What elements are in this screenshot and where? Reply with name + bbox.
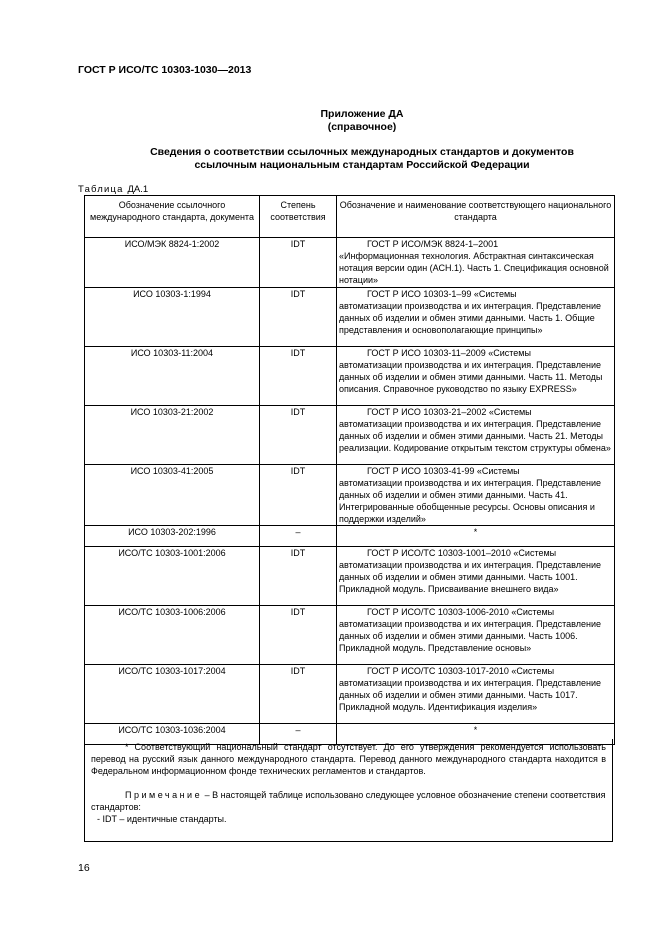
degree-cell: IDT	[260, 406, 337, 465]
table-row	[85, 665, 615, 724]
reference-cell: ИСО/ТС 10303-1006:2006	[85, 606, 260, 665]
reference-cell: ИСО 10303-41:2005	[85, 465, 260, 526]
table-row	[85, 547, 615, 606]
table-row	[85, 606, 615, 665]
table-label-word: Таблица	[78, 184, 124, 195]
footnote-marker: *	[337, 724, 615, 745]
national-standard-cell	[337, 465, 615, 526]
section-title	[120, 146, 604, 172]
national-standard-name: автоматизации производства и их интеграция. Представление данных об изделии и обмен этими данными. Часть 1001. Прикладной модуль. Присваивание внешнего вида»	[339, 560, 602, 594]
national-standard-designation: ГОСТ Р ИСО/ТС 10303-1017-2010 «Системы	[367, 666, 555, 676]
reference-cell: ИСО/МЭК 8824-1:2002	[85, 238, 260, 288]
national-standard-cell	[337, 547, 615, 606]
national-standard-designation: ГОСТ Р ИСО 10303-11–2009 «Системы	[367, 348, 531, 358]
table-row	[85, 465, 615, 526]
table-header-row	[85, 196, 615, 238]
note-item: - IDT – идентичные стандарты.	[97, 814, 227, 824]
degree-cell: IDT	[260, 238, 337, 288]
correspondence-table	[84, 195, 615, 745]
note-label: Примечание	[125, 790, 203, 800]
national-standard-cell	[337, 238, 615, 288]
reference-cell: ИСО/ТС 10303-1017:2004	[85, 665, 260, 724]
reference-cell: ИСО 10303-202:1996	[85, 526, 260, 547]
degree-cell: IDT	[260, 288, 337, 347]
degree-cell: IDT	[260, 547, 337, 606]
reference-cell: ИСО 10303-21:2002	[85, 406, 260, 465]
national-standard-designation: ГОСТ Р ИСО 10303-41-99 «Системы	[367, 466, 520, 476]
reference-cell: ИСО 10303-1:1994	[85, 288, 260, 347]
table-label-number: ДА.1	[127, 184, 149, 195]
degree-cell: IDT	[260, 606, 337, 665]
degree-cell: IDT	[260, 665, 337, 724]
annex-name: Приложение ДА	[320, 108, 404, 120]
footnote-marker: *	[337, 526, 615, 547]
national-standard-name: автоматизации производства и их интеграция. Представление данных об изделии и обмен этими данными. Часть 1. Общие представления и основополагающие принципы»	[339, 301, 602, 335]
table-row	[85, 526, 615, 547]
note-text: – В настоящей таблице использовано следующее условное обозначение степени соответствия стандартов:	[91, 790, 606, 812]
section-title-line-2: ссылочным национальным стандартам Российской Федерации	[194, 159, 530, 171]
annex-title	[280, 108, 444, 134]
table-row	[85, 288, 615, 347]
national-standard-name: «Информационная технология. Абстрактная синтаксическая нотация версии один (АСН.1). Часть 1. Спецификация основной нотации»	[339, 251, 609, 285]
column-header-degree: Степень соответствия	[260, 196, 337, 238]
table-row	[85, 347, 615, 406]
national-standard-designation: ГОСТ Р ИСО 10303-21–2002 «Системы	[367, 407, 532, 417]
page-number: 16	[78, 862, 90, 874]
national-standard-name: автоматизации производства и их интеграция. Представление данных об изделии и обмен этими данными. Часть 21. Методы реализации. Кодирование открытым текстом структуры обмена»	[339, 419, 611, 453]
national-standard-designation: ГОСТ Р ИСО/ТС 10303-1001–2010 «Системы	[367, 548, 557, 558]
degree-cell: –	[260, 724, 337, 745]
national-standard-cell	[337, 288, 615, 347]
national-standard-name: автоматизации производства и их интеграция. Представление данных об изделии и обмен этими данными. Часть 1006. Прикладной модуль. Представление основы»	[339, 619, 602, 653]
national-standard-cell	[337, 347, 615, 406]
table-note	[91, 789, 606, 813]
column-header-national: Обозначение и наименование соответствующего национального стандарта	[337, 196, 615, 238]
national-standard-designation: ГОСТ Р ИСО/ТС 10303-1006-2010 «Системы	[367, 607, 555, 617]
national-standard-designation: ГОСТ Р ИСО/МЭК 8824-1–2001	[367, 239, 499, 249]
annex-type: (справочное)	[327, 121, 397, 133]
national-standard-cell	[337, 665, 615, 724]
degree-cell: IDT	[260, 465, 337, 526]
document-header: ГОСТ Р ИСО/ТС 10303-1030—2013	[78, 64, 252, 76]
table-row	[85, 238, 615, 288]
table-row	[85, 406, 615, 465]
national-standard-cell	[337, 406, 615, 465]
national-standard-name: автоматизации производства и их интеграция. Представление данных об изделии и обмен этими данными. Часть 1017. Прикладной модуль. Идентификация изделия»	[339, 678, 602, 712]
reference-cell: ИСО/ТС 10303-1036:2004	[85, 724, 260, 745]
reference-cell: ИСО 10303-11:2004	[85, 347, 260, 406]
national-standard-cell	[337, 606, 615, 665]
table-footnote-box	[84, 739, 613, 842]
reference-cell: ИСО/ТС 10303-1001:2006	[85, 547, 260, 606]
footnote-text: * Соответствующий национальный стандарт отсутствует. До его утверждения рекомендуется использовать перевод на русский язык данного международного стандарта. Перевод данного международного стандарта находится в Федеральном информационном фонде технических регламентов и стандартов.	[91, 742, 606, 776]
national-standard-name: автоматизации производства и их интеграция. Представление данных об изделии и обмен этими данными. Часть 41. Интегрированные обобщенные ресурсы. Основы описания и поддержки изделий»	[339, 478, 602, 524]
degree-cell: –	[260, 526, 337, 547]
degree-cell: IDT	[260, 347, 337, 406]
column-header-reference: Обозначение ссылочного международного стандарта, документа	[85, 196, 260, 238]
national-standard-designation: ГОСТ Р ИСО 10303-1–99 «Системы	[367, 289, 517, 299]
table-label	[78, 184, 148, 195]
national-standard-name: автоматизации производства и их интеграция. Представление данных об изделии и обмен этими данными. Часть 11. Методы описания. Справочное руководство по языку EXPRESS»	[339, 360, 603, 394]
section-title-line-1: Сведения о соответствии ссылочных международных стандартов и документов	[150, 146, 574, 158]
